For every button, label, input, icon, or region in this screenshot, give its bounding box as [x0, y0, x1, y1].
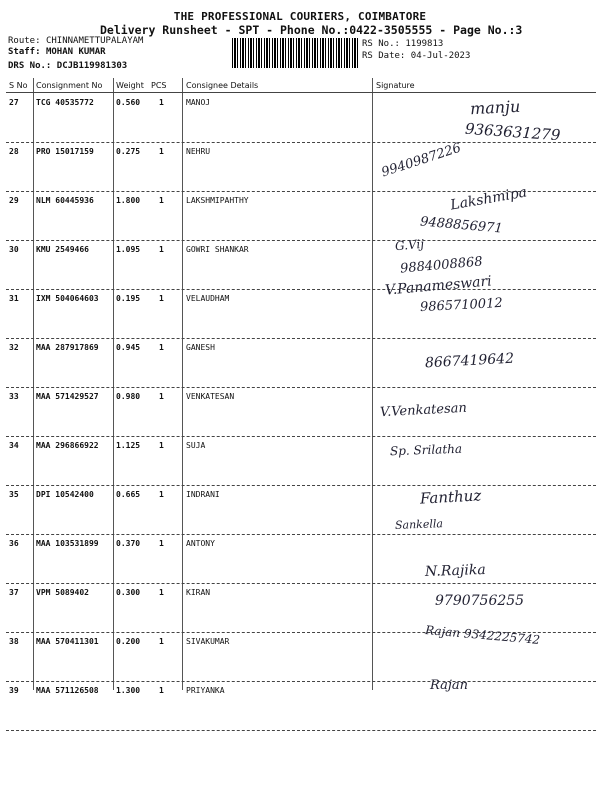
header-consignee: Consignee Details	[186, 81, 259, 90]
signature-handwriting: 8667419642	[424, 350, 515, 372]
row-divider	[6, 681, 596, 682]
row-pcs: 1	[159, 686, 164, 695]
staff-label: Staff:	[8, 47, 41, 57]
row-consignment-no: MAA 287917869	[36, 343, 99, 352]
row-weight: 0.300	[116, 588, 141, 597]
row-pcs: 1	[159, 98, 164, 107]
row-consignee: PRIYANKA	[186, 686, 225, 695]
row-weight: 1.125	[116, 441, 141, 450]
company-title: THE PROFESSIONAL COURIERS, COIMBATORE	[173, 10, 427, 23]
signature-handwriting: 9865710012	[419, 295, 504, 316]
signature-handwriting: Sankella	[394, 517, 444, 532]
row-sno: 32	[9, 343, 19, 352]
row-consignee: SUJA	[186, 441, 206, 450]
rs-no-value: 1199813	[405, 39, 444, 49]
column-divider	[182, 78, 183, 690]
signature-handwriting: Rajan 9342225742	[424, 623, 541, 647]
row-pcs: 1	[159, 343, 164, 352]
row-divider	[6, 338, 596, 339]
row-weight: 1.800	[116, 196, 141, 205]
row-divider	[6, 583, 596, 584]
row-pcs: 1	[159, 637, 164, 646]
row-weight: 1.095	[116, 245, 141, 254]
header-weight: Weight	[116, 81, 144, 90]
rs-no-label: RS No.:	[362, 39, 400, 49]
staff-line	[8, 47, 106, 57]
row-weight: 0.665	[116, 490, 141, 499]
row-sno: 36	[9, 539, 19, 548]
row-sno: 31	[9, 294, 19, 303]
row-weight: 0.200	[116, 637, 141, 646]
signature-handwriting: V.Venkatesan	[379, 400, 468, 421]
row-sno: 30	[9, 245, 19, 254]
row-consignment-no: PRO 15017159	[36, 147, 94, 156]
row-divider	[6, 485, 596, 486]
row-consignee: KIRAN	[186, 588, 211, 597]
row-consignee: ANTONY	[186, 539, 215, 548]
header-sno: S No	[9, 81, 28, 90]
row-divider	[6, 730, 596, 731]
row-pcs: 1	[159, 441, 164, 450]
row-weight: 0.980	[116, 392, 141, 401]
row-weight: 0.945	[116, 343, 141, 352]
rs-date-line	[362, 51, 470, 61]
runsheet-table	[6, 78, 596, 695]
rs-date-value: 04-Jul-2023	[410, 51, 471, 61]
row-divider	[6, 387, 596, 388]
column-divider	[113, 78, 114, 690]
row-consignment-no: MAA 103531899	[36, 539, 99, 548]
row-sno: 34	[9, 441, 19, 450]
signature-handwriting: Rajan	[430, 678, 468, 693]
row-sno: 37	[9, 588, 19, 597]
row-pcs: 1	[159, 490, 164, 499]
row-pcs: 1	[159, 147, 164, 156]
header-signature: Signature	[376, 81, 415, 90]
row-consignment-no: MAA 571429527	[36, 392, 99, 401]
row-consignee: GANESH	[186, 343, 215, 352]
drs-label: DRS No.:	[8, 61, 52, 71]
row-divider	[6, 436, 596, 437]
row-consignee: NEHRU	[186, 147, 211, 156]
row-divider	[6, 289, 596, 290]
barcode	[232, 38, 358, 68]
row-consignee: SIVAKUMAR	[186, 637, 230, 646]
row-consignment-no: MAA 296866922	[36, 441, 99, 450]
signature-handwriting: 9940987226	[379, 140, 464, 181]
row-sno: 39	[9, 686, 19, 695]
row-consignee: LAKSHMIPAHTHY	[186, 196, 249, 205]
header-pcs: PCS	[151, 81, 167, 90]
row-consignment-no: VPM 5089402	[36, 588, 89, 597]
row-sno: 33	[9, 392, 19, 401]
row-divider	[6, 240, 596, 241]
signature-handwriting: manju	[469, 96, 521, 119]
row-consignment-no: IXM 504064603	[36, 294, 99, 303]
row-consignment-no: TCG 40535772	[36, 98, 94, 107]
row-pcs: 1	[159, 392, 164, 401]
row-consignment-no: NLM 60445936	[36, 196, 94, 205]
rs-no-line	[362, 39, 443, 49]
row-divider	[6, 534, 596, 535]
signature-handwriting: Lakshmipa	[449, 184, 529, 214]
row-consignment-no: MAA 570411301	[36, 637, 99, 646]
drs-value: DCJB119981303	[56, 61, 128, 71]
header-consignment: Consignment No	[36, 81, 103, 90]
route-value: CHINNAMETTUPALAYAM	[45, 36, 144, 46]
row-consignee: VENKATESAN	[186, 392, 235, 401]
row-weight: 0.560	[116, 98, 141, 107]
signature-handwriting: 9884008868	[399, 254, 484, 277]
row-pcs: 1	[159, 539, 164, 548]
signature-handwriting: 9363631279	[464, 119, 561, 145]
row-divider	[6, 142, 596, 143]
row-consignment-no: DPI 10542400	[36, 490, 94, 499]
row-weight: 1.300	[116, 686, 141, 695]
row-sno: 28	[9, 147, 19, 156]
staff-value: MOHAN KUMAR	[45, 47, 106, 57]
signature-handwriting: Fanthuz	[419, 486, 482, 508]
drs-line	[8, 61, 127, 71]
runsheet-subtitle: Delivery Runsheet - SPT - Phone No.:0422-3505555 - Page No.:3	[100, 23, 523, 37]
route-line	[8, 36, 143, 46]
row-pcs: 1	[159, 196, 164, 205]
row-pcs: 1	[159, 294, 164, 303]
row-sno: 38	[9, 637, 19, 646]
row-weight: 0.195	[116, 294, 141, 303]
row-weight: 0.370	[116, 539, 141, 548]
row-pcs: 1	[159, 588, 164, 597]
signature-handwriting: Sp. Srilatha	[389, 441, 463, 459]
row-consignee: MANOJ	[186, 98, 211, 107]
row-consignee: INDRANI	[186, 490, 220, 499]
runsheet-header	[0, 0, 600, 80]
row-sno: 35	[9, 490, 19, 499]
row-consignee: VELAUDHAM	[186, 294, 230, 303]
column-divider	[33, 78, 34, 690]
column-divider	[372, 78, 373, 690]
row-consignment-no: MAA 571126508	[36, 686, 99, 695]
signature-handwriting: 9488856971	[419, 214, 504, 237]
signature-handwriting: 9790756255	[435, 593, 525, 609]
row-consignment-no: KMU 2549466	[36, 245, 89, 254]
row-sno: 27	[9, 98, 19, 107]
row-sno: 29	[9, 196, 19, 205]
row-consignee: GOWRI SHANKAR	[186, 245, 249, 254]
route-label: Route:	[8, 36, 41, 46]
header-divider	[6, 92, 596, 93]
signature-handwriting: V.Panameswari	[384, 273, 493, 299]
signature-handwriting: G.Vij	[394, 236, 425, 254]
signature-handwriting: N.Rajika	[424, 561, 486, 581]
row-pcs: 1	[159, 245, 164, 254]
rs-date-label: RS Date:	[362, 51, 406, 61]
row-weight: 0.275	[116, 147, 141, 156]
